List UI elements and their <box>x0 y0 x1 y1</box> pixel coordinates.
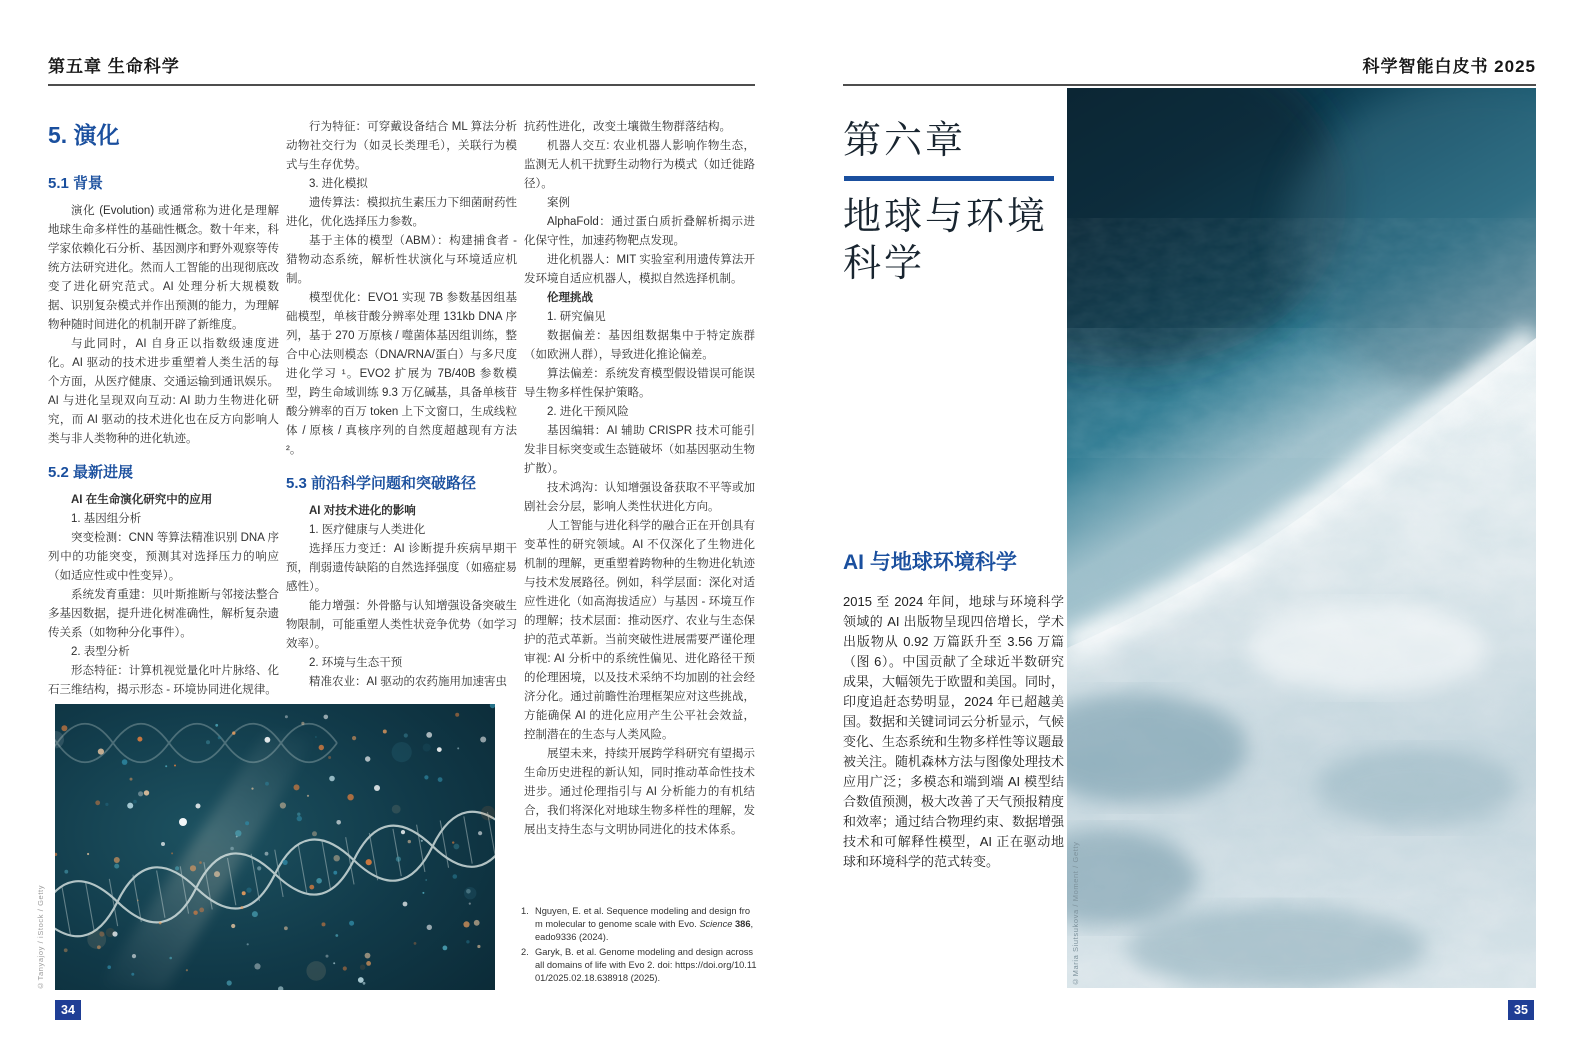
dna-photo-graphic <box>55 704 495 990</box>
paragraph: 展望未来，持续开展跨学科研究有望揭示生命历史进程的新认知，同时推动革命性技术进步。通过伦理指引与 AI 分析能力的有机结合，我们将深化对地球生物多样性的理解，发展出支持生态与文明协同进化的技术体系。 <box>524 748 755 836</box>
left-text-column-2 <box>286 118 517 692</box>
chapter-number: 第六章 <box>843 120 967 162</box>
footnote-text: Garyk, B. et al. Genome modeling and design across all domains of life with Evo 2. doi: https://doi.org/10.1101/2025.02.18.638918 (2025). <box>535 946 757 984</box>
section-title: 5. 演化 <box>48 122 120 148</box>
ocean-wave-photo <box>1067 88 1536 988</box>
bold-subheading: 伦理挑战 <box>547 292 593 304</box>
footnote-text-part: Nguyen, E. et al. Sequence modeling and design from molecular to genome scale with Evo. <box>535 906 751 930</box>
numbered-item: 案例 <box>547 197 570 209</box>
numbered-item: 1. 研究偏见 <box>547 311 606 323</box>
paragraph: 数据偏差：基因组数据集中于特定族群（如欧洲人群），导致进化推论偏差。 <box>524 330 755 361</box>
ocean-wave-graphic <box>1067 88 1536 988</box>
left-running-header: 第五章 生命科学 <box>48 57 180 76</box>
subsection-heading: 5.1 背景 <box>48 175 104 192</box>
paragraph: 演化 (Evolution) 或通常称为进化是理解地球生命多样性的基础性概念。数十年来，科学家依赖化石分析、基因测序和野外观察等传统方法研究进化。然而人工智能的出现彻底改变了进化研究范式。AI 处理分析大规模数据、识别复杂模式并作出预测的能力，为理解物种随时间进化的机制开辟了新维度。 <box>48 205 279 331</box>
left-text-column-1 <box>48 118 279 700</box>
subsection-heading: 5.3 前沿科学问题和突破路径 <box>286 475 477 492</box>
paragraph: 形态特征：计算机视觉量化叶片脉络、化石三维结构，揭示形态 - 环境协同进化规律。 <box>48 665 279 696</box>
paragraph: 系统发育重建：贝叶斯推断与邻接法整合多基因数据，提升进化树准确性，解析复杂遗传关系（如物种分化事件）。 <box>48 589 279 639</box>
chapter-accent-rule <box>844 176 1054 181</box>
right-photo-credit: ©Maria Siutsukova / Moment / Getty <box>1071 841 1080 986</box>
numbered-item: 2. 表型分析 <box>71 646 130 658</box>
numbered-item: 2. 进化干预风险 <box>547 406 629 418</box>
paragraph: 精准农业：AI 驱动的农药施用加速害虫 <box>309 676 508 688</box>
numbered-item: 1. 基因组分析 <box>71 513 142 525</box>
paragraph: 突变检测：CNN 等算法精准识别 DNA 序列中的功能突变，预测其对选择压力的响应（如适应性或中性变异）。 <box>48 532 279 582</box>
left-page-number: 34 <box>55 1000 81 1020</box>
left-header-rule <box>48 84 755 86</box>
dna-photo <box>55 704 495 990</box>
paragraph: 抗药性进化，改变土壤微生物群落结构。 <box>524 121 731 133</box>
journal-volume: 386 <box>732 919 751 930</box>
paragraph: 进化机器人：MIT 实验室利用遗传算法开发环境自适应机器人，模拟自然选择机制。 <box>524 254 755 285</box>
bold-subheading: AI 对技术进化的影响 <box>309 505 416 517</box>
footnote-text-part: , eado9336 (2024). <box>535 919 754 943</box>
paragraph: 算法偏差：系统发育模型假设错误可能误导生物多样性保护策略。 <box>524 368 755 399</box>
footnotes <box>521 905 757 986</box>
numbered-item: 3. 进化模拟 <box>309 178 368 190</box>
left-text-column-3 <box>524 118 755 840</box>
paragraph: 基因编辑：AI 辅助 CRISPR 技术可能引发非目标突变或生态链破坏（如基因驱动生物扩散）。 <box>524 425 755 475</box>
right-header-rule <box>843 84 1536 86</box>
footnote-number: 2. <box>521 946 529 957</box>
footnote-text <box>535 905 757 945</box>
subsection-heading: 5.2 最新进展 <box>48 464 134 481</box>
section-heading: AI 与地球环境科学 <box>843 551 1017 574</box>
paragraph: 选择压力变迁：AI 诊断提升疾病早期干预，削弱遗传缺陷的自然选择强度（如癌症易感性）。 <box>286 543 517 593</box>
bold-subheading: AI 在生命演化研究中的应用 <box>71 494 213 506</box>
right-body-paragraph: 2015 至 2024 年间，地球与环境科学领域的 AI 出版物呈现四倍增长，学术出版物从 0.92 万篇跃升至 3.56 万篇（图 6）。中国贡献了全球近半数研究成果，大幅领先于欧盟和美国。同时，印度追赶态势明显，2024 年已超越美国。数据和关键词词云分析显示，气候变化、生态系统和生物多样性等议题最被关注。随机森林方法与图像处理技术应用广泛；多模态和端到端 AI 模型结合数值预测，极大改善了天气预报精度和效率；通过结合物理约束、数据增强技术和可解释性模型，AI 正在驱动地球和环境科学的范式转变。 <box>843 594 1065 869</box>
paragraph: 模型优化：EVO1 实现 7B 参数基因组基础模型，单核苷酸分辨率处理 131kb DNA 序列，基于 270 万原核 / 噬菌体基因组训练，整合中心法则模态（DNA/RNA/蛋白）与多尺度进化学习 ¹。EVO2 扩展为 7B/40B 参数模型，跨生命域训练 9.3 万亿碱基，具备单核苷酸分辨率的百万 token 上下文窗口，生成线粒体 / 原核 / 真核序列的自然度超越现有方法 ²。 <box>286 292 517 456</box>
chapter-title: 地球与环境科学 <box>843 196 1049 285</box>
paragraph: 机器人交互: 农业机器人影响作物生态，监测无人机干扰野生动物行为模式（如迁徙路径）。 <box>524 140 755 190</box>
right-running-header: 科学智能白皮书 2025 <box>1362 57 1536 76</box>
paragraph: 遗传算法：模拟抗生素压力下细菌耐药性进化，优化选择压力参数。 <box>286 197 517 228</box>
paragraph: 基于主体的模型（ABM）：构建捕食者 - 猎物动态系统，解析性状演化与环境适应机制。 <box>286 235 517 285</box>
footnote-1 <box>521 905 757 945</box>
paragraph: 与此同时，AI 自身正以指数级速度进化。AI 驱动的技术进步重塑着人类生活的每个方面，从医疗健康、交通运输到通讯娱乐。AI 与进化呈现双向互动: AI 助力生物进化研究，而 AI 驱动的技术进化也在反方向影响人类与非人类物种的进化轨迹。 <box>48 338 279 445</box>
footnote-number: 1. <box>521 906 529 916</box>
paragraph: 能力增强：外骨骼与认知增强设备突破生物限制，可能重塑人类性状竞争优势（如学习效率）。 <box>286 600 517 650</box>
paragraph: 技术鸿沟：认知增强设备获取不平等或加剧社会分层，影响人类性状进化方向。 <box>524 482 755 513</box>
paragraph: 行为特征：可穿戴设备结合 ML 算法分析动物社交行为（如灵长类理毛），关联行为模式与生存优势。 <box>286 121 517 171</box>
paragraph: AlphaFold：通过蛋白质折叠解析揭示进化保守性，加速药物靶点发现。 <box>524 216 755 247</box>
right-page-number: 35 <box>1508 1000 1534 1020</box>
journal-name: Science <box>699 919 733 930</box>
numbered-item: 1. 医疗健康与人类进化 <box>309 524 426 536</box>
numbered-item: 2. 环境与生态干预 <box>309 657 403 669</box>
left-photo-credit: ©Tanyajoy / iStock / Getty <box>36 884 45 990</box>
footnote-2 <box>521 946 757 986</box>
paragraph: 人工智能与进化科学的融合正在开创具有变革性的研究领域。AI 不仅深化了生物进化机制的理解，更重塑着跨物种的生物进化轨迹与技术发展路径。例如，科学层面：深化对适应性进化（如高海拔适应）与基因 - 环境互作的理解；技术层面：推动医疗、农业与生态保护的范式革新。当前突破性进展需要严谨伦理审视: AI 分析中的系统性偏见、进化路径干预的伦理困境，以及技术采纳不均加剧的社会经济分化。通过前瞻性治理框架应对这些挑战，方能确保 AI 的进化应用产生公平社会效益，控制潜在的生态与人类风险。 <box>524 520 755 741</box>
